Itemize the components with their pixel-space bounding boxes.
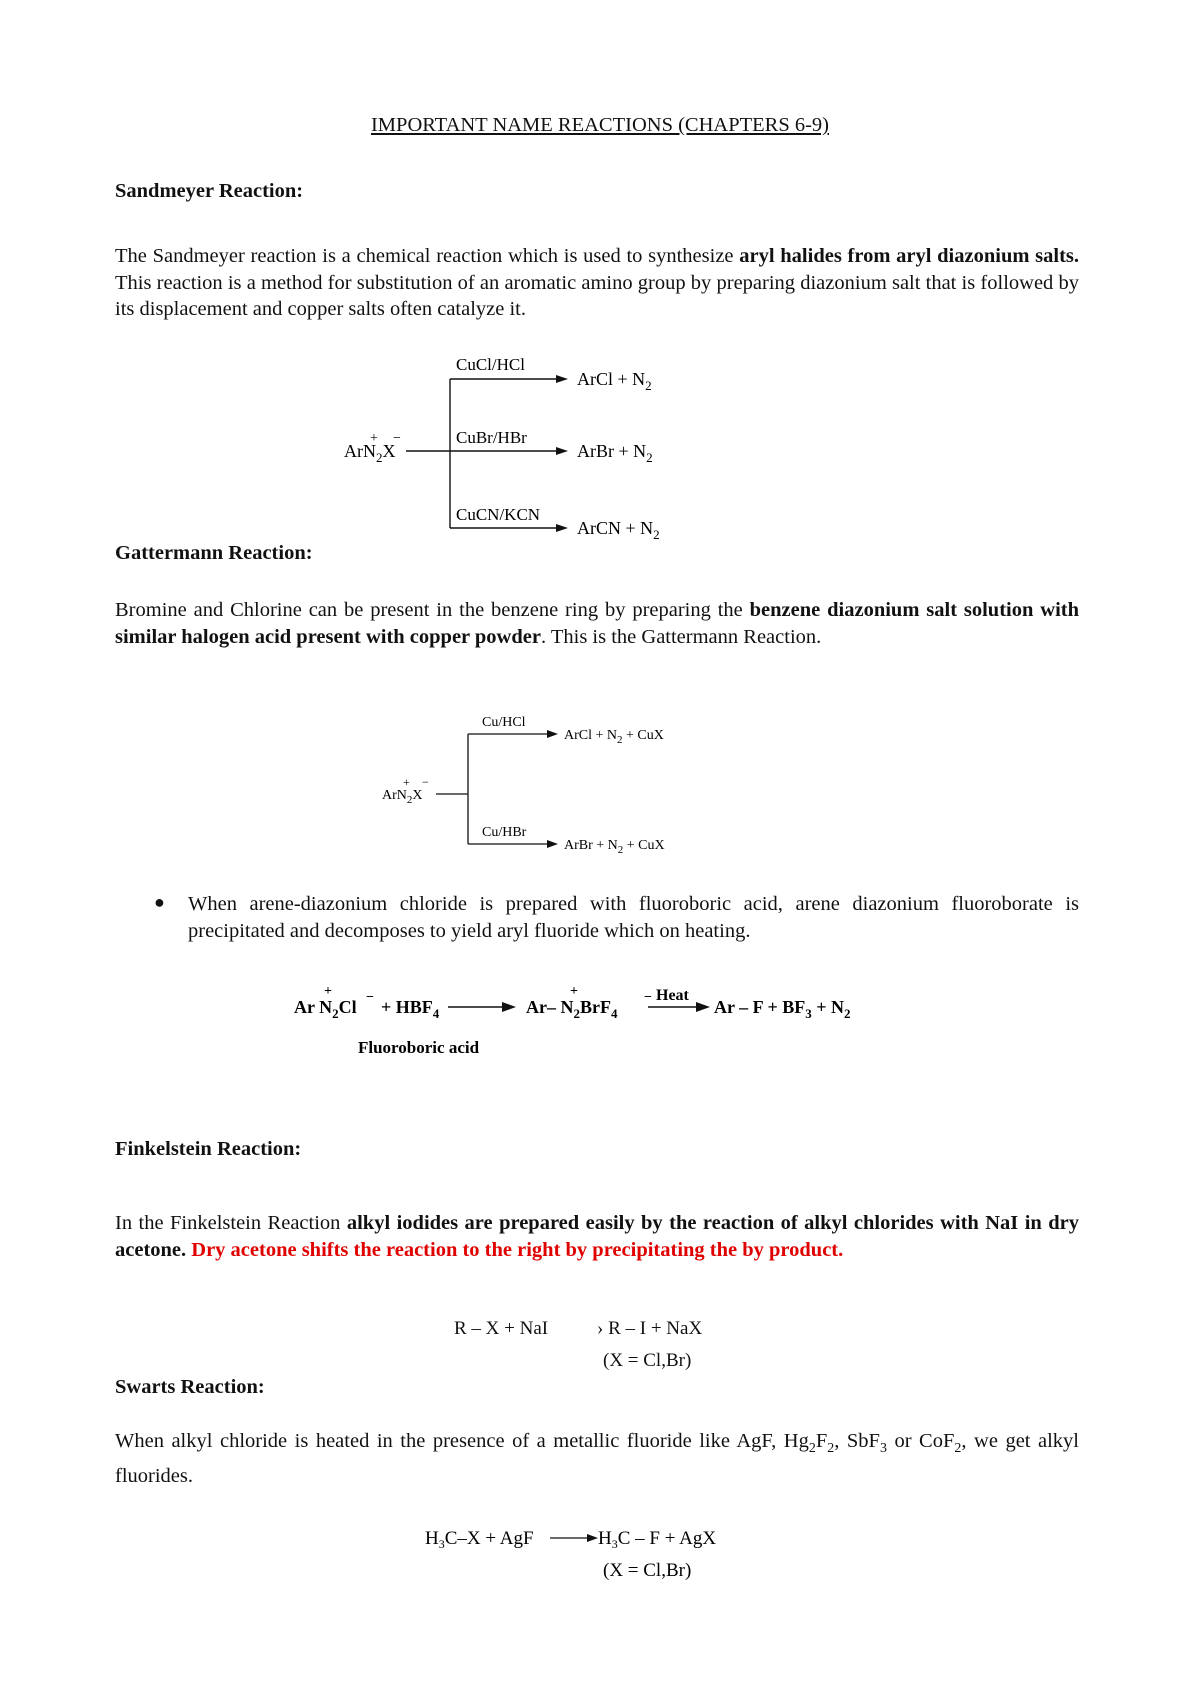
gattermann-bullet: When arene-diazonium chloride is prepared with fluoroboric acid, arene diazonium fluoroborate is precipitated and decomposes to yield aryl fluoride which on heating. [188, 893, 1079, 942]
sandmeyer-reagent-2: CuBr/HBr [456, 428, 527, 447]
swarts-sub-2: 2 [827, 1441, 835, 1457]
fluoroboric-acid-caption: Fluoroboric acid [358, 1038, 480, 1057]
gattermann-minus-charge: − [422, 775, 429, 789]
finkelstein-eq-condition: (X = Cl,Br) [603, 1350, 692, 1371]
sandmeyer-reactant: ArN$_2$X [344, 441, 396, 465]
heat-label: Heat [656, 987, 689, 1004]
sandmeyer-reagent-3: CuCN/KCN [456, 505, 541, 524]
gattermann-reactant: ArN$_2$X [382, 788, 423, 806]
swarts-sub-1: 2 [808, 1441, 816, 1457]
fluoro-plus-1: + [324, 984, 332, 999]
gattermann-plus-charge: + [403, 775, 410, 789]
swarts-text-4: or CoF [886, 1430, 955, 1452]
finkelstein-eq-right: › R – I + NaX [597, 1318, 703, 1339]
sandmeyer-diagram [330, 345, 720, 545]
fluoro-hbf4: + $HBF_4$ [381, 997, 440, 1021]
fluoro-products: $Ar - F + BF_3 + N_2$ [714, 997, 851, 1021]
sandmeyer-product-3: ArCN + $N_2$ [577, 518, 660, 542]
finkelstein-text-1: In the Finkelstein Reaction [115, 1212, 347, 1234]
gattermann-product-2: ArBr + $N_2$ + CuX [564, 838, 665, 856]
sandmeyer-plus-charge: + [370, 431, 378, 446]
fluoroborate-equation [286, 975, 906, 1065]
bullet-dot: ● [154, 892, 165, 912]
gattermann-diagram [370, 710, 710, 860]
fluoro-plus-2: + [570, 984, 578, 999]
swarts-text-5: , we get alkyl fluorides. [115, 1430, 1079, 1487]
swarts-equation [420, 1520, 760, 1590]
fluoro-minus-1: − [366, 990, 374, 1005]
fluoro-reactant: Ar $N_2Cl$ [294, 997, 357, 1021]
sandmeyer-minus-charge: − [393, 431, 401, 446]
gattermann-text-1: Bromine and Chlorine can be present in the benzene ring by preparing the [115, 599, 750, 621]
sandmeyer-text-2: This reaction is a method for substitution of an aromatic amino group by preparing diazonium salt that is followed by its displacement and copper salts often catalyze it. [115, 271, 1079, 320]
finkelstein-heading: Finkelstein Reaction: [115, 1138, 302, 1160]
fluoro-minus-2: − [644, 990, 652, 1005]
swarts-text-3: , SbF [834, 1430, 880, 1452]
gattermann-product-1: ArCl + $N_2$ + CuX [564, 728, 664, 746]
gattermann-reagent-1: Cu/HCl [482, 715, 526, 730]
sandmeyer-paragraph [115, 243, 1079, 323]
swarts-text-2: F [815, 1430, 828, 1452]
sandmeyer-product-2: ArBr + $N_2$ [577, 441, 653, 465]
finkelstein-paragraph [115, 1210, 1079, 1263]
sandmeyer-text-bold: aryl halides from aryl diazonium salts. [739, 245, 1080, 267]
sandmeyer-product-1: ArCl + $N_2$ [577, 369, 652, 393]
page-title: IMPORTANT NAME REACTIONS (CHAPTERS 6-9) [370, 114, 830, 136]
gattermann-reagent-2: Cu/HBr [482, 825, 527, 840]
swarts-sub-3: 3 [879, 1441, 887, 1457]
sandmeyer-text-1: The Sandmeyer reaction is a chemical reaction which is used to synthesize [115, 245, 740, 267]
finkelstein-text-red: Dry acetone shifts the reaction to the right by precipitating the by product. [186, 1238, 844, 1261]
sandmeyer-heading: Sandmeyer Reaction: [115, 180, 304, 202]
finkelstein-text-bold: alkyl iodides are prepared easily by the reaction of alkyl chlorides with NaI in dry acetone. [115, 1212, 1079, 1261]
swarts-sub-4: 2 [954, 1441, 962, 1457]
swarts-heading: Swarts Reaction: [115, 1376, 265, 1398]
fluoro-intermediate: Ar– $N_2BrF_4$ [526, 997, 618, 1021]
swarts-eq-condition: (X = Cl,Br) [603, 1560, 692, 1581]
swarts-eq-right: $H_3C$ – F + AgX [598, 1528, 717, 1551]
gattermann-text-2: . This is the Gattermann Reaction. [540, 625, 822, 648]
gattermann-heading: Gattermann Reaction: [115, 542, 313, 564]
gattermann-text-bold: benzene diazonium salt solution with similar halogen acid present with copper powder [115, 599, 1079, 648]
swarts-eq-left: $H_3C-X$ + AgF [425, 1528, 534, 1551]
finkelstein-eq-left: R – X + NaI [454, 1318, 549, 1339]
swarts-paragraph [115, 1428, 1079, 1489]
sandmeyer-reagent-1: CuCl/HCl [456, 355, 525, 374]
swarts-text-1: When alkyl chloride is heated in the presence of a metallic fluoride like AgF, Hg [115, 1430, 809, 1452]
gattermann-paragraph [115, 597, 1079, 650]
